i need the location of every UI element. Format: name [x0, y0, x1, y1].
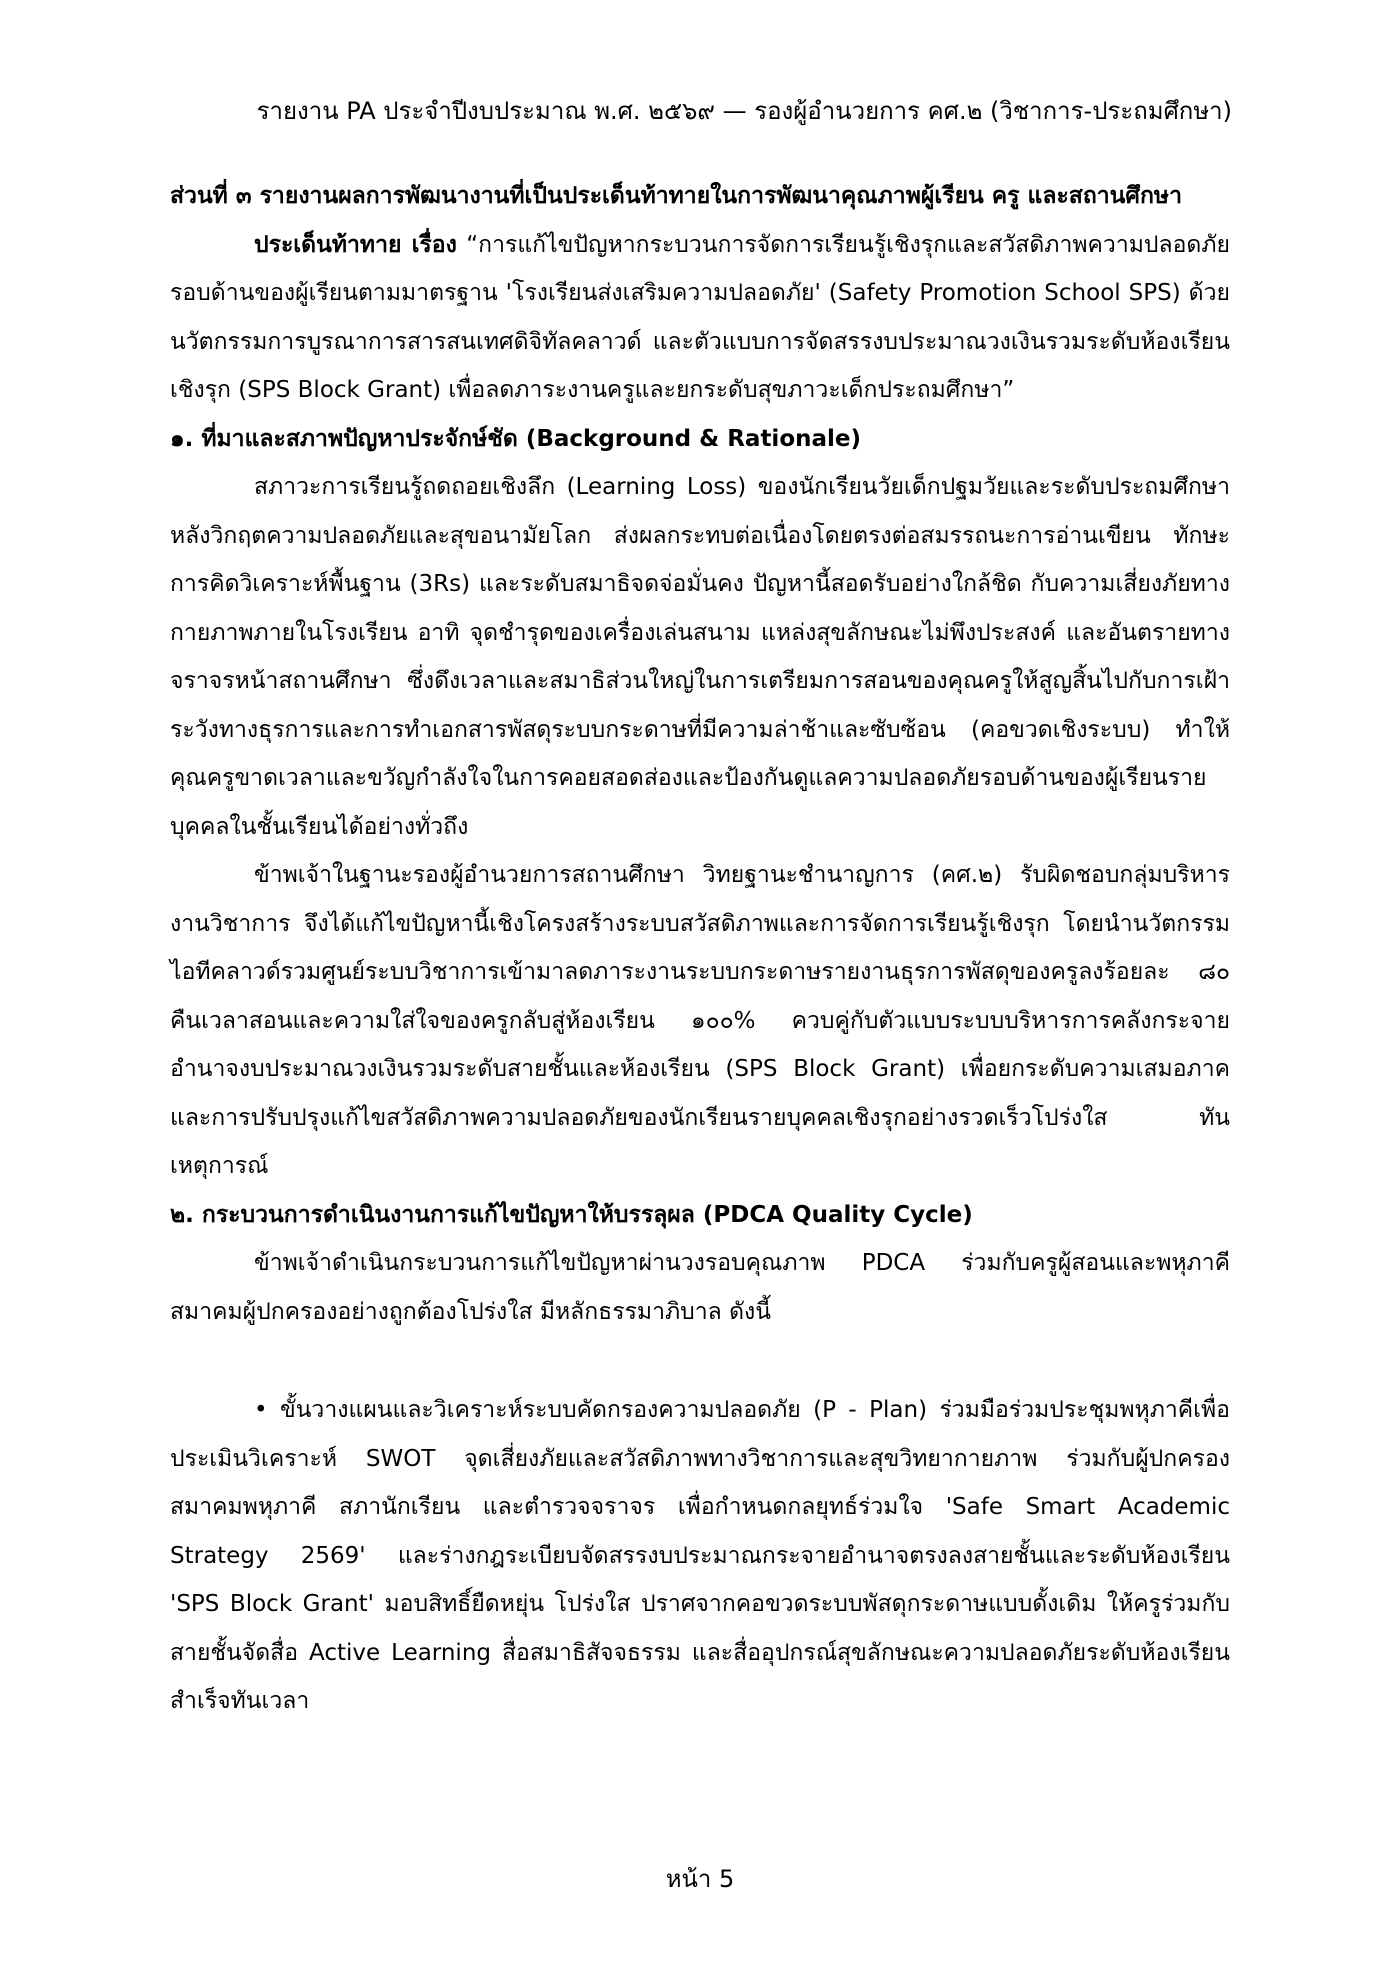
topic-1-heading: ๑. ที่มาและสภาพปัญหาประจักษ์ชัด (Background & Rationale): [170, 425, 862, 452]
plan-bullet: • ขั้นวางแผนและวิเคราะห์ระบบคัดกรองความปลอดภัย (P - Plan) ร่วมมือร่วมประชุมพหุภาคีเพื่อประเมินวิเคราะห์ SWOT จุดเสี่ยงภัยและสวัสดิภาพทางวิชาการและสุขวิทยากายภาพ ร่วมกับผู้ปกครองสมาคมพหุภาคี สภานักเรียน และตำรวจจราจร เพื่อกำหนดกลยุทธ์ร่วมใจ 'Safe Smart Academic Strategy 2569' และร่างกฎระเบียบจัดสรรงบประมาณกระจายอำนาจตรงลงสายชั้นและระดับห้องเรียน 'SPS Block Grant' มอบสิทธิ์ยืดหยุ่น โปร่งใส ปราศจากคอขวดระบบพัสดุกระดาษแบบดั้งเดิม ให้ครูร่วมกับสายชั้นจัดสื่อ Active Learning สื่อสมาธิสัจจธรรม และสื่ออุปกรณ์สุขลักษณะความปลอดภัยระดับห้องเรียนสำเร็จทันเวลา: [170, 1397, 1230, 1714]
challenge-label: ประเด็นท้าทาย เรื่อง: [254, 231, 457, 258]
topic-2-heading: ๒. กระบวนการดำเนินงานการแก้ไขปัญหาให้บรรลุผล (PDCA Quality Cycle): [170, 1201, 973, 1228]
running-header: รายงาน PA ประจำปีงบประมาณ พ.ศ. ๒๕๖๙ — รองผู้อำนวยการ คศ.๒ (วิชาการ-ประถมศึกษา): [256, 97, 1232, 125]
topic-2-intro: ข้าพเจ้าดำเนินกระบวนการแก้ไขปัญหาผ่านวงรอบคุณภาพ PDCA ร่วมกับครูผู้สอนและพหุภาคีสมาคมผู้ปกครองอย่างถูกต้องโปร่งใส มีหลักธรรมาภิบาล ดังนี้: [170, 1250, 1230, 1325]
spacer: [170, 1336, 1230, 1386]
challenge-paragraph: [170, 221, 1230, 415]
challenge-text: “การแก้ไขปัญหากระบวนการจัดการเรียนรู้เชิงรุกและสวัสดิภาพความปลอดภัยรอบด้านของผู้เรียนตามมาตรฐาน 'โรงเรียนส่งเสริมความปลอดภัย' (Safety Promotion School SPS) ด้วยนวัตกรรมการบูรณาการสารสนเทศดิจิทัลคลาวด์ และตัวแบบการจัดสรรงบประมาณวงเงินรวมระดับห้องเรียนเชิงรุก (SPS Block Grant) เพื่อลดภาระงานครูและยกระดับสุขภาวะเด็กประถมศึกษา”: [170, 231, 1230, 403]
topic-1-paragraph-2: ข้าพเจ้าในฐานะรองผู้อำนวยการสถานศึกษา วิทยฐานะชำนาญการ (คศ.๒) รับผิดชอบกลุ่มบริหารงานวิชาการ จึงได้แก้ไขปัญหานี้เชิงโครงสร้างระบบสวัสดิภาพและการจัดการเรียนรู้เชิงรุก โดยนำนวัตกรรมไอทีคลาวด์รวมศูนย์ระบบวิชาการเข้ามาลดภาระงานระบบกระดาษรายงานธุรการพัสดุของครูลงร้อยละ ๘๐ คืนเวลาสอนและความใส่ใจของครูกลับสู่ห้องเรียน ๑๐๐% ควบคู่กับตัวแบบระบบบริหารการคลังกระจายอำนาจงบประมาณวงเงินรวมระดับสายชั้นและห้องเรียน (SPS Block Grant) เพื่อยกระดับความเสมอภาคและการปรับปรุงแก้ไขสวัสดิภาพความปลอดภัยของนักเรียนรายบุคคลเชิงรุกอย่างรวดเร็วโปร่งใส ทันเหตุการณ์: [170, 862, 1230, 1179]
page-number: หน้า 5: [665, 1865, 735, 1893]
topic-1-paragraph-1: สภาวะการเรียนรู้ถดถอยเชิงลึก (Learning Loss) ของนักเรียนวัยเด็กปฐมวัยและระดับประถมศึกษาหลังวิกฤตความปลอดภัยและสุขอนามัยโลก ส่งผลกระทบต่อเนื่องโดยตรงต่อสมรรถนะการอ่านเขียน ทักษะการคิดวิเคราะห์พื้นฐาน (3Rs) และระดับสมาธิจดจ่อมั่นคง ปัญหานี้สอดรับอย่างใกล้ชิด กับความเสี่ยงภัยทางกายภาพภายในโรงเรียน อาทิ จุดชำรุดของเครื่องเล่นสนาม แหล่งสุขลักษณะไม่พึงประสงค์ และอันตรายทางจราจรหน้าสถานศึกษา ซึ่งดึงเวลาและสมาธิส่วนใหญ่ในการเตรียมการสอนของคุณครูให้สูญสิ้นไปกับการเฝ้าระวังทางธุรการและการทำเอกสารพัสดุระบบกระดาษที่มีความล่าช้าและซับซ้อน (คอขวดเชิงระบบ) ทำให้คุณครูขาดเวลาและขวัญกำลังใจในการคอยสอดส่องและป้องกันดูแลความปลอดภัยรอบด้านของผู้เรียนรายบุคคลในชั้นเรียนได้อย่างทั่วถึง: [170, 474, 1230, 840]
section-title: ส่วนที่ ๓ รายงานผลการพัฒนางานที่เป็นประเด็นท้าทายในการพัฒนาคุณภาพผู้เรียน ครู และสถานศึกษา: [170, 183, 1182, 209]
document-body: [170, 172, 1230, 1726]
